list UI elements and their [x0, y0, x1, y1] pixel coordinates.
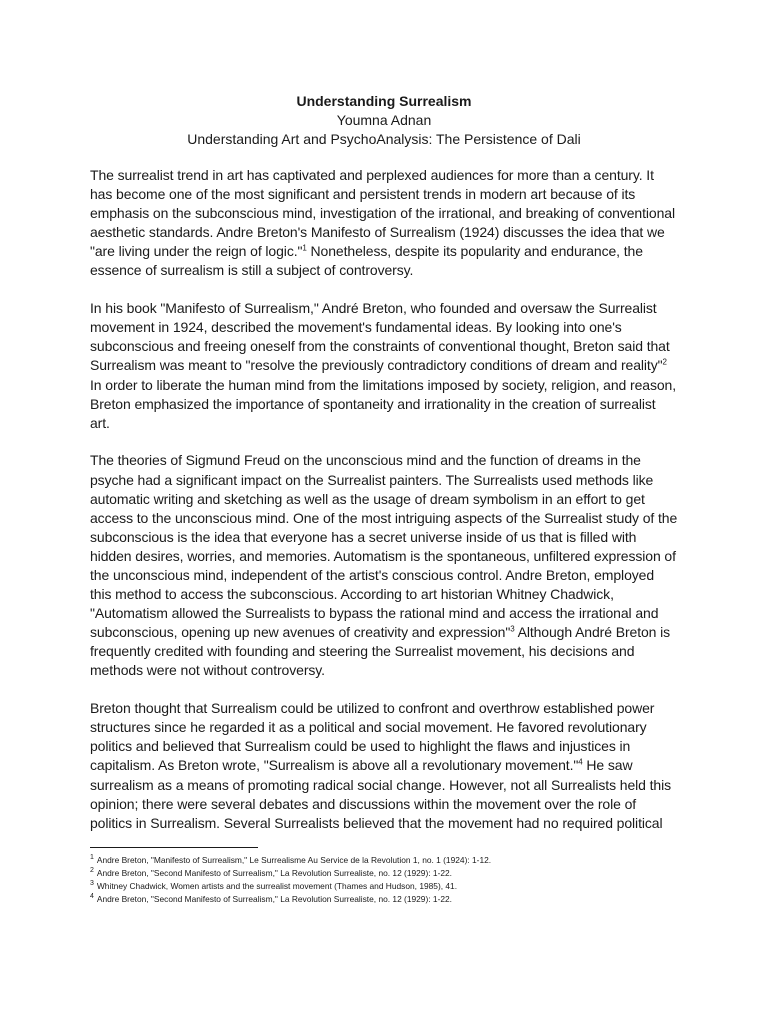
paragraph-text: Although André Breton is frequently credited with founding and steering the Surrealist movement, his decisions and methods were not without controversy. [90, 624, 671, 679]
paragraph-breton-manifesto [90, 299, 678, 433]
footnote-text: Andre Breton, "Second Manifesto of Surrealism," La Revolution Surrealiste, no. 12 (1929): 1-22. [96, 868, 453, 878]
paragraph-text: The theories of Sigmund Freud on the unconscious mind and the function of dreams in the psyche had a significant impact on the Surrealist painters. The Surrealists used methods like automatic writing and sketching as well as the usage of dream symbolism in an effort to get access to the unconscious mind. One of the most intriguing aspects of the Surrealist study of the subconscious is the idea that everyone has a secret universe inside of us that is filled with hidden desires, worries, and memories. Automatism is the spontaneous, unfiltered expression of the unconscious mind, independent of the artist's conscious control. Andre Breton, employed this method to access the subconscious. According to art historian Whitney Chadwick, "Automatism allowed the Surrealists to bypass the rational mind and access the irrational and subconscious, opening up new avenues of creativity and expression" [90, 452, 678, 641]
footnote-mark: 2 [90, 867, 94, 875]
footnote-text: Andre Breton, "Second Manifesto of Surrealism," La Revolution Surrealiste, no. 12 (1929): 1-22. [96, 894, 453, 904]
document-author: Youmna Adnan [336, 112, 432, 128]
footnote-ref: 2 [662, 357, 667, 367]
document-header [90, 92, 678, 149]
paragraph-text: He saw surrealism as a means of promoting radical social change. However, not all Surrealists held this opinion; there were several debates and discussions within the movement over the role of politics in Surrealism. Several Surrealists believed that the movement had no required political [90, 757, 672, 831]
document-title: Understanding Surrealism [296, 93, 472, 109]
paragraph-text: Nonetheless, despite its popularity and endurance, the essence of surrealism is still a subject of controversy. [90, 243, 643, 279]
footnote-mark: 4 [90, 893, 94, 901]
footnote-separator [90, 847, 258, 848]
footnote-item [90, 893, 678, 906]
footnote-ref: 4 [578, 757, 583, 767]
footnote-text: Whitney Chadwick, Women artists and the surrealist movement (Thames and Hudson, 1985), 41. [96, 881, 458, 891]
paragraph-freud [90, 451, 678, 680]
footnote-item [90, 854, 678, 867]
footnote-mark: 3 [90, 880, 94, 888]
footnote-text: Andre Breton, "Manifesto of Surrealism," Le Surrealisme Au Service de la Revolution 1, no. 1 (1924): 1-12. [96, 855, 492, 865]
document-subtitle: Understanding Art and PsychoAnalysis: The Persistence of Dali [187, 131, 581, 147]
footnote-ref: 1 [302, 243, 307, 253]
paragraph-intro [90, 166, 678, 281]
paragraph-text: The surrealist trend in art has captivated and perplexed audiences for more than a century. It has become one of the most significant and persistent trends in modern art because of its emphasis on the subconscious mind, investigation of the irrational, and breaking of conventional aesthetic standards. Andre Breton's Manifesto of Surrealism (1924) discusses the idea that we "are living under the reign of logic." [90, 167, 675, 260]
paragraph-text: Breton thought that Surrealism could be utilized to confront and overthrow established power structures since he regarded it as a political and social movement. He favored revolutionary politics and believed that Surrealism could be used to highlight the flaws and injustices in capitalism. As Breton wrote, "Surrealism is above all a revolutionary movement." [90, 700, 655, 774]
paragraph-politics [90, 699, 678, 833]
paragraph-text: In order to liberate the human mind from the limitations imposed by society, religion, and reason, Breton emphasized the importance of spontaneity and irrationality in the creation of surrealist art. [90, 376, 677, 431]
footnote-ref: 3 [510, 624, 515, 634]
footnote-item [90, 880, 678, 893]
footnote-mark: 1 [90, 854, 94, 862]
paragraph-text: In his book "Manifesto of Surrealism," André Breton, who founded and oversaw the Surrealist movement in 1924, described the movement's fundamental ideas. By looking into one's subconscious and freeing oneself from the constraints of conventional thought, Breton said that Surrealism was meant to "resolve the previously contradictory conditions of dream and reality" [90, 300, 670, 374]
footnote-item [90, 867, 678, 880]
footnotes [90, 854, 678, 906]
document-body [90, 166, 678, 851]
